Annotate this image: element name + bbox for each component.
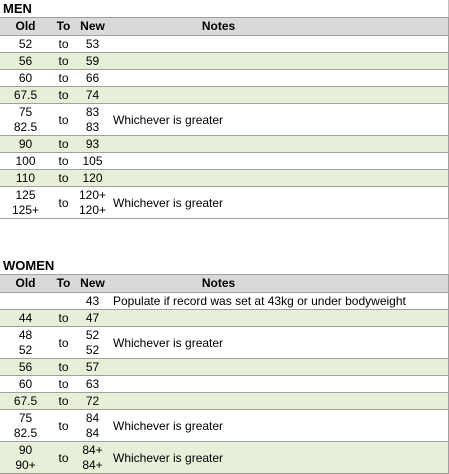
- to-cell: [51, 136, 76, 152]
- header-new: New: [80, 276, 105, 290]
- new-class-cell: [76, 153, 109, 169]
- new-class-cell: [76, 393, 109, 409]
- old-class-cell: [0, 170, 51, 186]
- old-class-cell: [0, 87, 51, 103]
- old-class-value: 125: [15, 187, 36, 202]
- new-class-value: 84+: [82, 457, 103, 472]
- notes-text: Whichever is greater: [113, 335, 224, 350]
- new-class-cell: [76, 187, 109, 218]
- header-old: Old: [15, 19, 36, 33]
- new-class-value: 120+: [78, 187, 107, 202]
- old-class-value: 82.5: [13, 119, 38, 134]
- old-class-value: 52: [18, 36, 33, 51]
- to-label: to: [58, 450, 69, 465]
- new-class-value: 66: [85, 70, 100, 85]
- to-cell: [51, 376, 76, 392]
- to-cell: [51, 36, 76, 52]
- notes-text: Whichever is greater: [113, 450, 224, 465]
- new-class-value: 84: [85, 425, 100, 440]
- notes-cell: [109, 104, 449, 135]
- to-label: to: [58, 88, 69, 102]
- new-class-cell: [76, 376, 109, 392]
- to-label: to: [58, 71, 69, 85]
- old-class-value: 125+: [11, 202, 40, 217]
- to-cell: [51, 170, 76, 186]
- header-old: Old: [15, 276, 36, 290]
- notes-cell: [109, 376, 449, 392]
- old-class-cell: [0, 136, 51, 152]
- old-class-cell: [0, 153, 51, 169]
- to-cell: [51, 410, 76, 441]
- old-class-value: 75: [18, 410, 33, 425]
- notes-cell: [109, 70, 449, 86]
- old-class-value: 52: [18, 342, 33, 357]
- to-cell: [51, 393, 76, 409]
- table-row: [0, 170, 449, 187]
- table-row: [0, 104, 449, 136]
- to-label: to: [58, 37, 69, 51]
- old-class-value: 67.5: [13, 87, 38, 102]
- header-to: To: [56, 276, 71, 290]
- new-class-cell: [76, 104, 109, 135]
- old-class-value: 56: [18, 359, 33, 374]
- new-class-cell: [76, 87, 109, 103]
- new-class-value: 57: [85, 359, 100, 374]
- old-class-cell: [0, 327, 51, 358]
- old-class-value: 75: [18, 104, 33, 119]
- women-section-title: WOMEN: [0, 257, 449, 274]
- new-class-cell: [76, 310, 109, 326]
- to-cell: [51, 153, 76, 169]
- old-class-cell: [0, 53, 51, 69]
- to-label: to: [58, 195, 69, 210]
- men-header-row: [0, 17, 449, 36]
- to-label: to: [58, 418, 69, 433]
- notes-cell: [109, 359, 449, 375]
- table-row: [0, 410, 449, 442]
- to-label: to: [58, 377, 69, 391]
- to-label: to: [58, 112, 69, 127]
- new-class-value: 84: [85, 410, 100, 425]
- notes-text: Populate if record was set at 43kg or under bodyweight: [113, 294, 406, 308]
- new-class-value: 74: [85, 87, 100, 102]
- to-cell: [51, 310, 76, 326]
- old-class-cell: [0, 393, 51, 409]
- old-class-value: 90: [18, 136, 33, 151]
- old-class-value: 60: [18, 70, 33, 85]
- old-class-cell: [0, 187, 51, 218]
- old-class-value: 90: [18, 442, 33, 457]
- table-row: [0, 53, 449, 70]
- new-class-value: 84+: [82, 442, 103, 457]
- new-class-cell: [76, 170, 109, 186]
- notes-cell: [109, 187, 449, 218]
- women-header-row: [0, 274, 449, 293]
- notes-cell: [109, 393, 449, 409]
- new-class-value: 120: [82, 170, 103, 185]
- old-class-cell: [0, 104, 51, 135]
- old-class-value: 48: [18, 327, 33, 342]
- table-row: [0, 376, 449, 393]
- table-row: [0, 310, 449, 327]
- old-class-cell: [0, 410, 51, 441]
- to-cell: [51, 327, 76, 358]
- notes-text: Whichever is greater: [113, 112, 224, 127]
- old-class-value: 100: [15, 153, 36, 168]
- old-class-value: 67.5: [13, 393, 38, 408]
- to-cell: [51, 53, 76, 69]
- new-class-value: 52: [85, 327, 100, 342]
- new-class-cell: [76, 36, 109, 52]
- to-label: to: [58, 171, 69, 185]
- notes-cell: [109, 136, 449, 152]
- table-row: [0, 87, 449, 104]
- old-class-cell: [0, 36, 51, 52]
- to-label: to: [58, 137, 69, 151]
- old-class-value: 56: [18, 53, 33, 68]
- to-label: to: [58, 154, 69, 168]
- old-class-value: 90+: [15, 457, 36, 472]
- new-class-cell: [76, 70, 109, 86]
- men-table-body: [0, 36, 449, 219]
- to-cell: [51, 70, 76, 86]
- table-row: [0, 187, 449, 219]
- section-spacer: [0, 219, 449, 257]
- new-class-value: 93: [85, 136, 100, 151]
- notes-cell: [109, 36, 449, 52]
- to-cell: [51, 187, 76, 218]
- table-row: [0, 70, 449, 87]
- notes-text: Whichever is greater: [113, 195, 224, 210]
- to-cell: [51, 87, 76, 103]
- old-class-value: 60: [18, 376, 33, 391]
- old-class-cell: [0, 310, 51, 326]
- header-notes: Notes: [109, 275, 449, 292]
- old-class-cell: [0, 376, 51, 392]
- to-cell: [51, 104, 76, 135]
- new-class-value: 83: [85, 119, 100, 134]
- old-class-cell: [0, 293, 51, 309]
- to-cell: [51, 293, 76, 309]
- header-to: To: [56, 19, 71, 33]
- new-class-cell: [76, 327, 109, 358]
- new-class-cell: [76, 53, 109, 69]
- new-class-cell: [76, 293, 109, 309]
- old-class-value: 110: [15, 170, 36, 185]
- table-row: [0, 136, 449, 153]
- table-row: [0, 359, 449, 376]
- to-label: to: [58, 311, 69, 325]
- notes-cell: [109, 87, 449, 103]
- old-class-value: 82.5: [13, 425, 38, 440]
- new-class-value: 120+: [78, 202, 107, 217]
- notes-cell: [109, 153, 449, 169]
- old-class-value: 44: [18, 310, 33, 325]
- notes-cell: [109, 293, 449, 309]
- notes-cell: [109, 327, 449, 358]
- men-section-title: MEN: [0, 0, 449, 17]
- new-class-value: 83: [85, 104, 100, 119]
- table-row: [0, 36, 449, 53]
- new-class-value: 63: [85, 376, 100, 391]
- new-class-value: 52: [85, 342, 100, 357]
- table-row: [0, 327, 449, 359]
- to-cell: [51, 359, 76, 375]
- notes-cell: [109, 310, 449, 326]
- notes-cell: [109, 410, 449, 441]
- new-class-value: 72: [85, 393, 100, 408]
- notes-cell: [109, 53, 449, 69]
- header-new: New: [80, 19, 105, 33]
- new-class-value: 59: [85, 53, 100, 68]
- notes-cell: [109, 170, 449, 186]
- table-row: [0, 393, 449, 410]
- old-class-cell: [0, 70, 51, 86]
- new-class-value: 47: [85, 310, 100, 325]
- old-class-cell: [0, 359, 51, 375]
- new-class-cell: [76, 136, 109, 152]
- new-class-cell: [76, 359, 109, 375]
- notes-text: Whichever is greater: [113, 418, 224, 433]
- to-label: to: [58, 394, 69, 408]
- table-row: [0, 153, 449, 170]
- new-class-value: 53: [85, 36, 100, 51]
- header-notes: Notes: [109, 18, 449, 35]
- new-class-cell: [76, 410, 109, 441]
- to-label: to: [58, 335, 69, 350]
- to-label: to: [58, 54, 69, 68]
- new-class-value: 43: [85, 293, 100, 308]
- new-class-value: 105: [82, 153, 103, 168]
- to-label: to: [58, 360, 69, 374]
- table-row: [0, 293, 449, 310]
